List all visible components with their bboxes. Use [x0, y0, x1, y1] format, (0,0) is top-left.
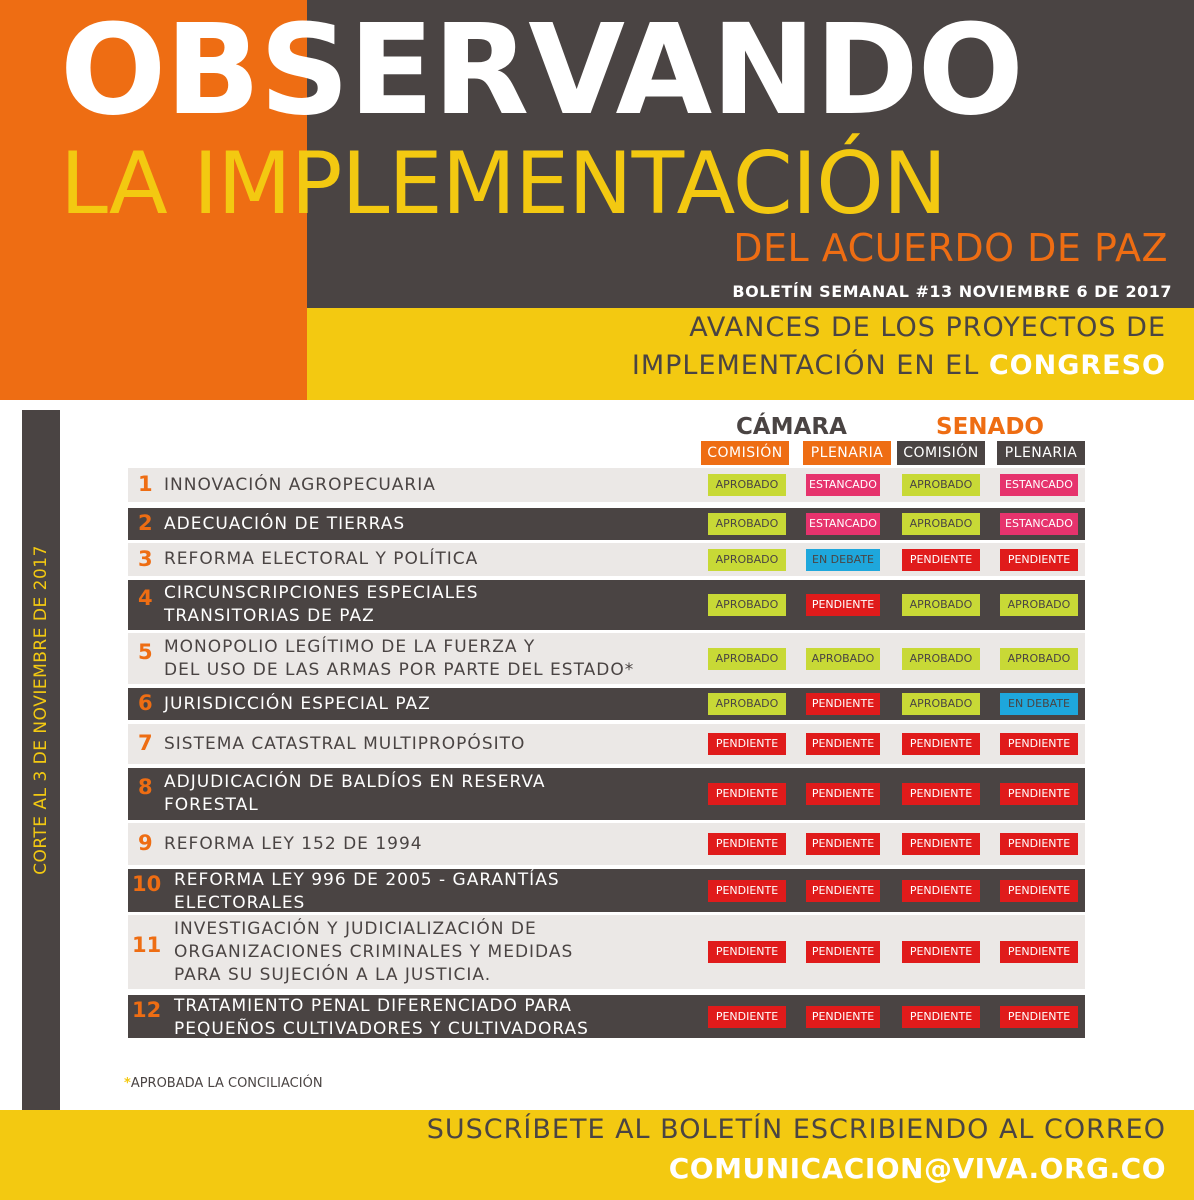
footnote-text: APROBADA LA CONCILIACIÓN	[130, 1076, 323, 1091]
row-label-line: FORESTAL	[164, 795, 259, 815]
status-badge: PENDIENTE	[806, 594, 880, 616]
status-badge: APROBADO	[902, 474, 980, 496]
status-badge: PENDIENTE	[1000, 783, 1078, 805]
status-badge: PENDIENTE	[902, 733, 980, 755]
status-badge: APROBADO	[806, 648, 880, 670]
column-header-1: COMISIÓN	[701, 441, 789, 465]
status-badge: EN DEBATE	[806, 549, 880, 571]
row-number: 9	[138, 831, 153, 855]
row-label-line: TRANSITORIAS DE PAZ	[164, 606, 375, 626]
row-label-line: ORGANIZACIONES CRIMINALES Y MEDIDAS	[174, 941, 574, 962]
status-badge: EN DEBATE	[1000, 693, 1078, 715]
status-badge: PENDIENTE	[902, 880, 980, 902]
status-badge: APROBADO	[708, 693, 786, 715]
status-badge: APROBADO	[708, 648, 786, 670]
row-label-line: PEQUEÑOS CULTIVADORES Y CULTIVADORAS	[174, 1019, 589, 1039]
camara-label: CÁMARA	[736, 414, 847, 440]
row-number: 3	[138, 546, 153, 571]
senado-label: SENADO	[936, 414, 1044, 440]
status-badge: PENDIENTE	[806, 880, 880, 902]
column-header-3: COMISIÓN	[897, 441, 985, 465]
status-badge: PENDIENTE	[708, 783, 786, 805]
status-badge: PENDIENTE	[902, 549, 980, 571]
row-label-line: TRATAMIENTO PENAL DIFERENCIADO PARA	[174, 996, 572, 1016]
row-label-line: JURISDICCIÓN ESPECIAL PAZ	[164, 693, 431, 714]
row-number: 7	[138, 731, 153, 755]
row-label-line: SISTEMA CATASTRAL MULTIPROPÓSITO	[164, 733, 526, 754]
main-title: OBSERVANDO	[60, 0, 1023, 143]
row-label-line: REFORMA ELECTORAL Y POLÍTICA	[164, 549, 479, 569]
status-badge: PENDIENTE	[806, 733, 880, 755]
row-number: 8	[138, 775, 153, 799]
row-number: 4	[138, 586, 153, 610]
bulletin-line: BOLETÍN SEMANAL #13 NOVIEMBRE 6 DE 2017	[732, 282, 1172, 301]
status-badge: ESTANCADO	[1000, 474, 1078, 496]
status-badge: APROBADO	[902, 513, 980, 535]
status-badge: ESTANCADO	[1000, 513, 1078, 535]
cutoff-date-label: CORTE AL 3 DE NOVIEMBRE DE 2017	[31, 545, 51, 875]
column-header-2: PLENARIA	[803, 441, 891, 465]
avances-line-2	[632, 350, 1166, 381]
small-title: DEL ACUERDO DE PAZ	[733, 226, 1168, 270]
row-number: 11	[132, 933, 162, 957]
row-number: 6	[138, 691, 153, 715]
status-badge: PENDIENTE	[902, 1006, 980, 1028]
row-label-line: ADECUACIÓN DE TIERRAS	[164, 513, 406, 534]
status-badge: PENDIENTE	[708, 941, 786, 963]
row-label-line: REFORMA LEY 996 DE 2005 - GARANTÍAS	[174, 870, 560, 890]
sub-title: LA IMPLEMENTACIÓN	[60, 134, 947, 234]
row-label-line: REFORMA LEY 152 DE 1994	[164, 833, 423, 854]
row-label-line: PARA SU SUJECIÓN A LA JUSTICIA.	[174, 964, 492, 985]
row-label-line: MONOPOLIO LEGÍTIMO DE LA FUERZA Y	[164, 636, 536, 657]
status-badge: PENDIENTE	[902, 783, 980, 805]
status-badge: PENDIENTE	[1000, 941, 1078, 963]
status-badge: PENDIENTE	[708, 1006, 786, 1028]
row-number: 1	[138, 472, 153, 496]
avances-line-1: AVANCES DE LOS PROYECTOS DE	[689, 312, 1166, 343]
divider	[0, 400, 1194, 410]
row-number: 2	[138, 511, 153, 535]
status-badge: APROBADO	[708, 474, 786, 496]
status-badge: PENDIENTE	[1000, 1006, 1078, 1028]
column-header-4: PLENARIA	[997, 441, 1085, 465]
row-label-line: ELECTORALES	[174, 893, 306, 913]
status-badge: PENDIENTE	[902, 833, 980, 855]
status-badge: PENDIENTE	[1000, 880, 1078, 902]
status-badge: APROBADO	[902, 648, 980, 670]
status-badge: PENDIENTE	[806, 693, 880, 715]
status-badge: APROBADO	[1000, 594, 1078, 616]
row-number: 12	[132, 997, 162, 1022]
status-badge: PENDIENTE	[708, 880, 786, 902]
status-badge: PENDIENTE	[806, 1006, 880, 1028]
status-badge: PENDIENTE	[1000, 833, 1078, 855]
avances-line-2-text: IMPLEMENTACIÓN EN EL	[631, 350, 980, 381]
subscribe-text: SUSCRÍBETE AL BOLETÍN ESCRIBIENDO AL CORREO	[426, 1114, 1166, 1145]
row-label-line: INNOVACIÓN AGROPECUARIA	[164, 474, 436, 495]
status-badge: PENDIENTE	[708, 733, 786, 755]
status-badge: APROBADO	[708, 513, 786, 535]
row-label-line: ADJUDICACIÓN DE BALDÍOS EN RESERVA	[164, 772, 546, 792]
status-badge: APROBADO	[708, 549, 786, 571]
status-badge: APROBADO	[1000, 648, 1078, 670]
footnote	[124, 1076, 323, 1091]
row-number: 10	[132, 871, 162, 896]
status-badge: PENDIENTE	[708, 833, 786, 855]
footnote-star: *	[124, 1076, 131, 1091]
status-badge: ESTANCADO	[806, 513, 880, 535]
status-badge: APROBADO	[708, 594, 786, 616]
row-label-line: INVESTIGACIÓN Y JUDICIALIZACIÓN DE	[174, 918, 537, 939]
row-label-line: DEL USO DE LAS ARMAS POR PARTE DEL ESTADO*	[164, 659, 635, 680]
subscribe-email-link[interactable]: COMUNICACION@VIVA.ORG.CO	[668, 1152, 1166, 1185]
status-badge: PENDIENTE	[806, 941, 880, 963]
status-badge: APROBADO	[902, 594, 980, 616]
congreso-highlight: CONGRESO	[988, 350, 1166, 381]
status-badge: PENDIENTE	[1000, 549, 1078, 571]
status-badge: PENDIENTE	[806, 833, 880, 855]
status-badge: ESTANCADO	[806, 474, 880, 496]
status-badge: APROBADO	[902, 693, 980, 715]
status-badge: PENDIENTE	[1000, 733, 1078, 755]
status-badge: PENDIENTE	[806, 783, 880, 805]
row-number: 5	[138, 639, 153, 664]
status-badge: PENDIENTE	[902, 941, 980, 963]
row-label-line: CIRCUNSCRIPCIONES ESPECIALES	[164, 583, 479, 603]
